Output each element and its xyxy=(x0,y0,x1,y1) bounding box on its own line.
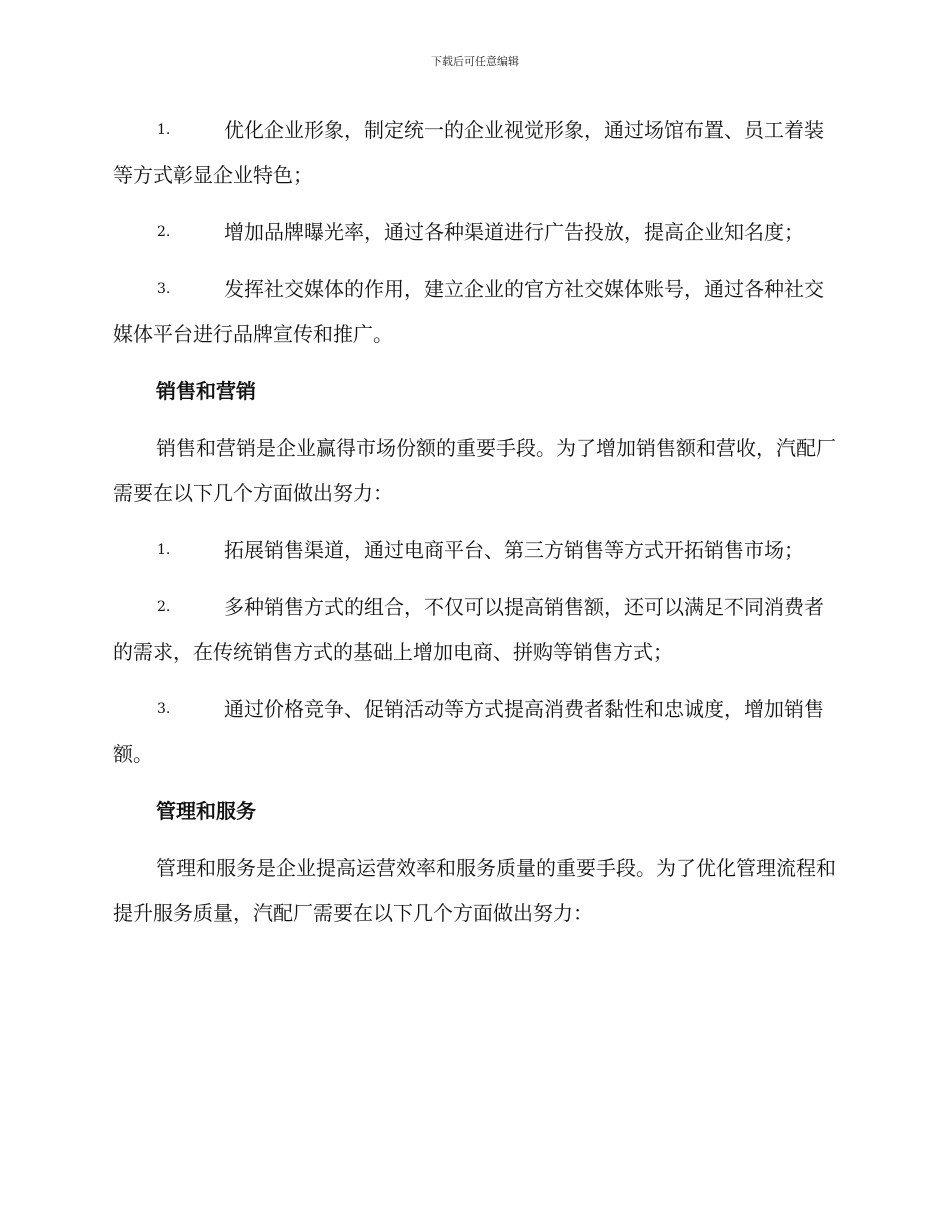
list-item xyxy=(113,108,837,198)
section-heading-sales: 销售和营销 xyxy=(156,379,256,403)
list-number: 2. xyxy=(157,224,171,240)
list-text: 通过价格竞争、促销活动等方式提高消费者黏性和忠诚度，增加销售额。 xyxy=(113,697,824,766)
list-item xyxy=(113,687,837,777)
management-intro-paragraph: 管理和服务是企业提高运营效率和服务质量的重要手段。为了优化管理流程和提升服务质量，汽配厂需要在以下几个方面做出努力： xyxy=(113,856,836,925)
list-text: 增加品牌曝光率，通过各种渠道进行广告投放，提高企业知名度； xyxy=(224,220,804,244)
list-number: 1. xyxy=(157,542,171,558)
list-number: 3. xyxy=(157,281,171,297)
list-item xyxy=(113,585,837,675)
list-text: 拓展销售渠道，通过电商平台、第三方销售等方式开拓销售市场； xyxy=(224,538,804,562)
list-text: 多种销售方式的组合，不仅可以提高销售额，还可以满足不同消费者的需求，在传统销售方式的基础上增加电商、拼购等销售方式； xyxy=(113,595,824,664)
section-heading-management: 管理和服务 xyxy=(156,799,256,823)
list-item xyxy=(113,267,837,357)
list-text: 优化企业形象，制定统一的企业视觉形象，通过场馆布置、员工着装等方式彰显企业特色； xyxy=(113,118,824,187)
list-text: 发挥社交媒体的作用，建立企业的官方社交媒体账号，通过各种社交媒体平台进行品牌宣传和推广。 xyxy=(113,277,824,346)
sales-intro-paragraph: 销售和营销是企业赢得市场份额的重要手段。为了增加销售额和营收，汽配厂需要在以下几个方面做出努力： xyxy=(113,436,836,505)
list-item xyxy=(113,210,837,255)
document-body xyxy=(113,108,837,948)
list-number: 1. xyxy=(157,122,171,138)
list-number: 3. xyxy=(157,701,171,717)
list-number: 2. xyxy=(157,599,171,615)
page-header: 下载后可任意编辑 xyxy=(431,55,519,68)
list-item xyxy=(113,528,837,573)
